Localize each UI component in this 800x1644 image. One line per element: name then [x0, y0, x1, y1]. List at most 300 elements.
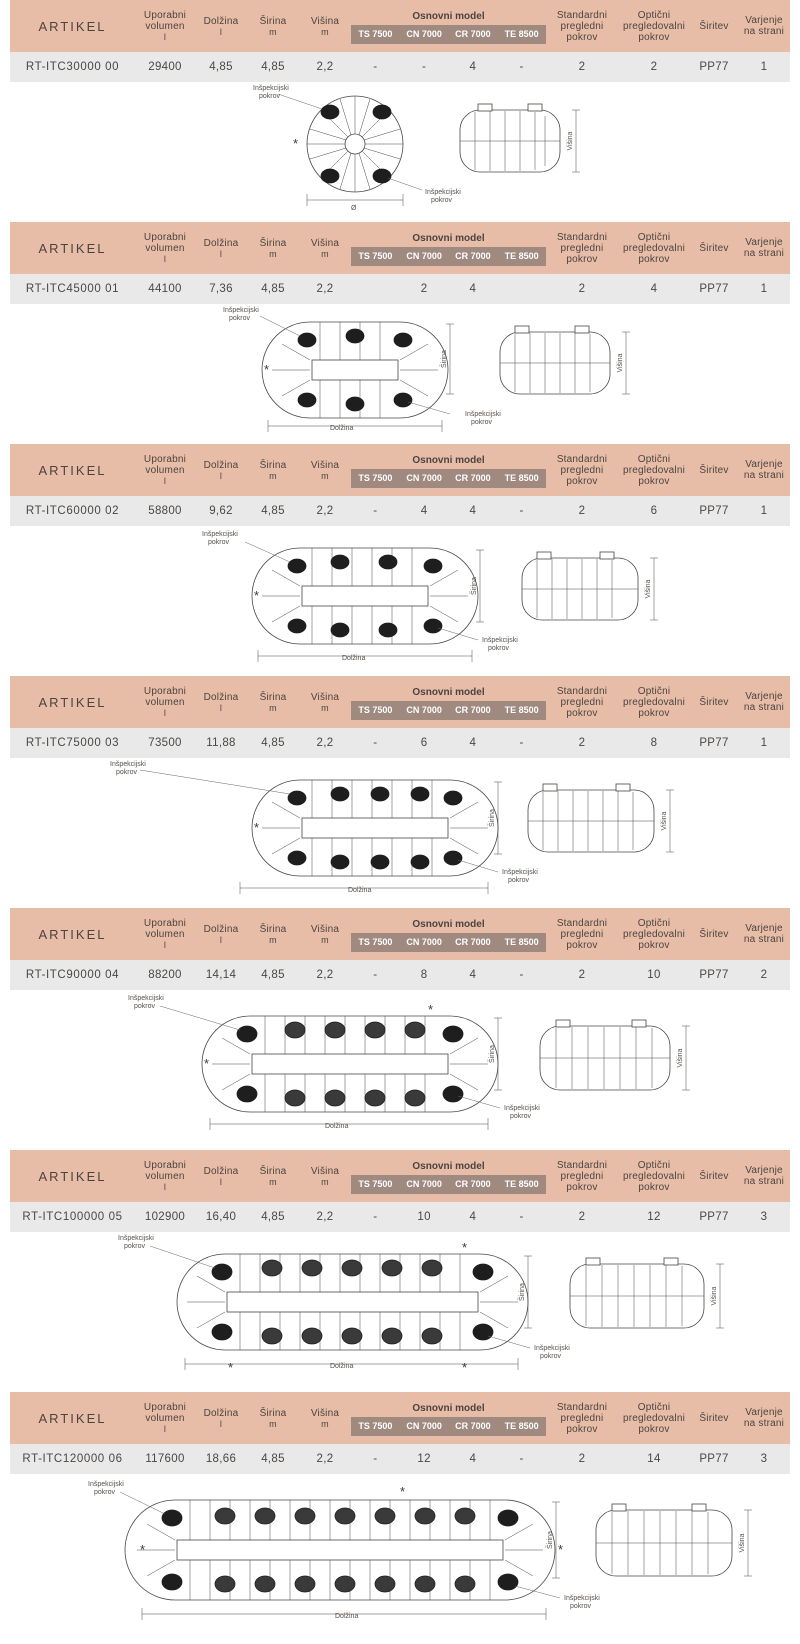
cell-volume: 58800: [148, 505, 182, 517]
cell-volume: 102900: [144, 1211, 186, 1223]
header-length-label: Dolžina: [203, 237, 239, 249]
cell-widening: PP77: [699, 1453, 729, 1465]
table-row: [10, 1202, 790, 1232]
cell-height: 2,2: [316, 283, 334, 295]
header-model-title: Osnovni model: [412, 1403, 485, 1414]
cell-model-cn7000: 4: [420, 505, 428, 517]
header-welding: Varjenje na strani: [743, 923, 785, 945]
cell-model-cr7000: 4: [469, 1211, 477, 1223]
header-model-ts7500: TS 7500: [358, 705, 393, 715]
header-model-cols: [351, 933, 546, 952]
cell-model-cr7000: 4: [469, 1453, 477, 1465]
header-height-unit: m: [321, 26, 329, 37]
cell-welding: 1: [760, 505, 768, 517]
cell-model-cn7000: -: [422, 61, 427, 73]
cell-volume: 29400: [148, 61, 182, 73]
cell-models: [351, 1444, 546, 1474]
cell-optic-cover: 6: [650, 505, 658, 517]
header-width: [247, 1150, 299, 1202]
svg-text:pokrov: pokrov: [259, 93, 281, 100]
cell-standard-cover: 2: [578, 1453, 586, 1465]
spec-table-1: [10, 222, 790, 304]
header-height-label: Višina: [310, 923, 340, 935]
cell-models: [351, 1202, 546, 1232]
cell-model-ts7500: -: [373, 1453, 378, 1465]
svg-text:Inšpekcijski: Inšpekcijski: [482, 637, 518, 644]
svg-text:Inšpekcijski: Inšpekcijski: [110, 761, 146, 768]
cell-width: 4,85: [261, 505, 285, 517]
header-model-group: [351, 1392, 546, 1444]
header-height-unit: m: [321, 1418, 329, 1429]
header-width-unit: m: [269, 1176, 277, 1187]
cell-model-ts7500: [351, 283, 400, 295]
header-model-te8500: TE 8500: [504, 705, 539, 715]
table-row: [10, 728, 790, 758]
header-width: [247, 0, 299, 52]
cell-volume: 88200: [148, 969, 182, 981]
header-volume-label: Uporabni volumen: [143, 10, 187, 32]
cell-height: 2,2: [316, 737, 334, 749]
cell-model-cn7000: 10: [417, 1211, 431, 1223]
cell-welding: 1: [760, 61, 768, 73]
figure-5: [10, 1232, 790, 1382]
spec-block-4: [0, 908, 800, 1140]
cell-model-cr7000: 4: [469, 969, 477, 981]
header-model-cn7000: CN 7000: [406, 705, 442, 715]
svg-text:Višina: Višina: [739, 1533, 746, 1553]
header-height: [299, 0, 351, 52]
cell-height: 2,2: [316, 505, 334, 517]
header-model-ts7500: TS 7500: [358, 1179, 393, 1189]
header-model-cr7000: CR 7000: [455, 1179, 491, 1189]
cell-model-te8500: -: [519, 1453, 524, 1465]
header-model-group: [351, 908, 546, 960]
header-model-cr7000: CR 7000: [455, 251, 491, 261]
svg-text:*: *: [293, 136, 299, 151]
header-length: [195, 1150, 247, 1202]
cell-standard-cover: 2: [578, 61, 586, 73]
header-length-unit: l: [219, 248, 223, 259]
cell-optic-cover: 2: [650, 61, 658, 73]
cell-model-cr7000: 4: [469, 61, 477, 73]
figure-3: [10, 758, 790, 898]
label-inspection-top: Inšpekcijski: [253, 85, 289, 92]
header-standard-cover: Standardni pregledni pokrov: [556, 9, 608, 43]
cell-length: 11,88: [206, 737, 236, 749]
svg-text:Širina: Širina: [441, 350, 448, 368]
header-volume-label: Uporabni volumen: [143, 1160, 187, 1182]
header-width-label: Širina: [259, 923, 287, 935]
figure-1: [10, 304, 790, 434]
header-model-cols: [351, 1175, 546, 1194]
header-volume-unit: l: [163, 254, 167, 264]
header-length-unit: l: [219, 934, 223, 945]
header-standard-cover: Standardni pregledni pokrov: [556, 231, 608, 265]
header-model-ts7500: TS 7500: [358, 473, 393, 483]
header-length-label: Dolžina: [203, 1407, 239, 1419]
header-model-cols: [351, 247, 546, 266]
header-length-unit: l: [219, 26, 223, 37]
header-volume-label: Uporabni volumen: [143, 1402, 187, 1424]
cell-height: 2,2: [316, 61, 334, 73]
svg-text:Dolžina: Dolžina: [335, 1613, 359, 1620]
header-height: [299, 1150, 351, 1202]
header-model-cr7000: CR 7000: [455, 1421, 491, 1431]
header-length-label: Dolžina: [203, 691, 239, 703]
cell-model-cr7000: 4: [469, 283, 477, 295]
header-volume: [135, 1150, 195, 1202]
header-height-unit: m: [321, 702, 329, 713]
cell-model-cn7000: 8: [420, 969, 428, 981]
table-header-row: [10, 1150, 790, 1202]
cell-welding: 3: [760, 1453, 768, 1465]
cell-artikel: RT-ITC120000 06: [22, 1453, 123, 1465]
header-model-title: Osnovni model: [412, 455, 485, 466]
spec-table-6: [10, 1392, 790, 1474]
cell-model-te8500: -: [519, 737, 524, 749]
cell-artikel: RT-ITC45000 01: [25, 283, 120, 295]
header-model-title: Osnovni model: [412, 687, 485, 698]
header-length-unit: l: [219, 702, 223, 713]
header-width-unit: m: [269, 26, 277, 37]
svg-text:Inšpekcijski: Inšpekcijski: [425, 189, 461, 196]
header-height: [299, 908, 351, 960]
header-length-label: Dolžina: [203, 15, 239, 27]
header-model-cols: [351, 701, 546, 720]
cell-width: 4,85: [261, 61, 285, 73]
cell-welding: 2: [760, 969, 768, 981]
svg-text:Višina: Višina: [645, 579, 652, 599]
header-height: [299, 444, 351, 496]
svg-text:pokrov: pokrov: [471, 419, 493, 426]
svg-text:pokrov: pokrov: [134, 1003, 156, 1010]
header-model-te8500: TE 8500: [504, 1421, 539, 1431]
cell-artikel: RT-ITC30000 00: [25, 61, 120, 73]
cell-standard-cover: 2: [578, 969, 586, 981]
cell-optic-cover: 4: [650, 283, 658, 295]
header-model-cn7000: CN 7000: [406, 473, 442, 483]
cell-width: 4,85: [261, 969, 285, 981]
svg-text:pokrov: pokrov: [229, 315, 251, 322]
header-volume: [135, 444, 195, 496]
cell-models: [351, 274, 546, 304]
cell-model-te8500: -: [519, 505, 524, 517]
header-optic-cover: Optični pregledovalni pokrov: [622, 9, 686, 43]
cell-model-ts7500: -: [373, 737, 378, 749]
cell-width: 4,85: [261, 283, 285, 295]
header-model-cr7000: CR 7000: [455, 705, 491, 715]
header-volume-unit: l: [163, 940, 167, 950]
header-artikel: ARTIKEL: [38, 462, 107, 478]
svg-text:Inšpekcijski: Inšpekcijski: [88, 1481, 124, 1488]
header-optic-cover: Optični pregledovalni pokrov: [622, 685, 686, 719]
header-volume: [135, 1392, 195, 1444]
cell-artikel: RT-ITC90000 04: [25, 969, 120, 981]
svg-text:Višina: Višina: [711, 1286, 718, 1306]
header-width-label: Širina: [259, 1407, 287, 1419]
header-height-label: Višina: [310, 1165, 340, 1177]
header-widening: Širitev: [699, 20, 729, 32]
cell-model-cr7000: 4: [469, 505, 477, 517]
header-height-unit: m: [321, 1176, 329, 1187]
header-width: [247, 222, 299, 274]
spec-block-5: [0, 1150, 800, 1382]
svg-text:pokrov: pokrov: [116, 769, 138, 776]
header-length: [195, 0, 247, 52]
header-model-group: [351, 0, 546, 52]
svg-text:Inšpekcijski: Inšpekcijski: [504, 1105, 540, 1112]
header-model-te8500: TE 8500: [504, 937, 539, 947]
header-model-cn7000: CN 7000: [406, 251, 442, 261]
cell-models: [351, 728, 546, 758]
header-widening: Širitev: [699, 464, 729, 476]
svg-text:pokrov: pokrov: [124, 1243, 146, 1250]
header-volume-label: Uporabni volumen: [143, 686, 187, 708]
svg-text:pokrov: pokrov: [208, 539, 230, 546]
header-model-cn7000: CN 7000: [406, 29, 442, 39]
svg-text:*: *: [228, 1360, 234, 1375]
svg-text:*: *: [140, 1542, 146, 1557]
cell-width: 4,85: [261, 1453, 285, 1465]
table-row: [10, 960, 790, 990]
cell-artikel: RT-ITC100000 05: [22, 1211, 123, 1223]
header-length: [195, 908, 247, 960]
header-height-unit: m: [321, 248, 329, 259]
header-model-ts7500: TS 7500: [358, 1421, 393, 1431]
header-height-label: Višina: [310, 15, 340, 27]
cell-model-te8500: -: [519, 1211, 524, 1223]
spec-table-5: [10, 1150, 790, 1232]
header-artikel: ARTIKEL: [38, 1410, 107, 1426]
cell-widening: PP77: [699, 969, 729, 981]
header-volume: [135, 908, 195, 960]
cell-models: [351, 960, 546, 990]
cell-width: 4,85: [261, 737, 285, 749]
header-welding: Varjenje na strani: [743, 459, 785, 481]
header-height-label: Višina: [310, 459, 340, 471]
header-standard-cover: Standardni pregledni pokrov: [556, 685, 608, 719]
cell-length: 9,62: [209, 505, 233, 517]
header-model-cols: [351, 1417, 546, 1436]
header-model-ts7500: TS 7500: [358, 29, 393, 39]
svg-text:pokrov: pokrov: [488, 645, 510, 652]
svg-text:Dolžina: Dolžina: [342, 655, 366, 662]
header-height: [299, 222, 351, 274]
svg-text:Širina: Širina: [489, 1045, 496, 1063]
header-volume-label: Uporabni volumen: [143, 918, 187, 940]
cell-model-te8500: -: [519, 61, 524, 73]
svg-text:*: *: [462, 1360, 468, 1375]
svg-text:Širina: Širina: [547, 1531, 554, 1549]
header-optic-cover: Optični pregledovalni pokrov: [622, 1401, 686, 1435]
table-header-row: [10, 222, 790, 274]
header-volume: [135, 222, 195, 274]
header-volume-unit: l: [163, 32, 167, 42]
spec-block-1: [0, 222, 800, 434]
header-model-cr7000: CR 7000: [455, 29, 491, 39]
header-welding: Varjenje na strani: [743, 237, 785, 259]
svg-text:Dolžina: Dolžina: [330, 1363, 354, 1370]
svg-text:Višina: Višina: [661, 811, 668, 831]
svg-text:*: *: [264, 362, 270, 377]
header-height: [299, 1392, 351, 1444]
svg-text:*: *: [462, 1240, 468, 1255]
cell-length: 4,85: [209, 61, 233, 73]
cell-length: 14,14: [205, 969, 237, 981]
header-length-unit: l: [219, 1418, 223, 1429]
header-model-group: [351, 444, 546, 496]
cell-widening: PP77: [699, 505, 729, 517]
header-model-cn7000: CN 7000: [406, 1421, 442, 1431]
svg-text:Višina: Višina: [567, 131, 574, 151]
header-width: [247, 444, 299, 496]
table-row: [10, 496, 790, 526]
svg-text:pokrov: pokrov: [570, 1603, 592, 1610]
cell-height: 2,2: [316, 1211, 334, 1223]
header-model-te8500: TE 8500: [504, 473, 539, 483]
svg-text:pokrov: pokrov: [94, 1489, 116, 1496]
header-volume: [135, 676, 195, 728]
cell-volume: 73500: [148, 737, 182, 749]
header-model-cr7000: CR 7000: [455, 937, 491, 947]
cell-welding: 3: [760, 1211, 768, 1223]
cell-optic-cover: 10: [647, 969, 661, 981]
svg-text:Ø: Ø: [351, 205, 357, 212]
svg-text:*: *: [254, 820, 260, 835]
svg-text:Inšpekcijski: Inšpekcijski: [465, 411, 501, 418]
header-model-group: [351, 222, 546, 274]
figure-2: [10, 526, 790, 666]
spec-block-6: [0, 1392, 800, 1634]
header-width: [247, 1392, 299, 1444]
header-widening: Širitev: [699, 1412, 729, 1424]
svg-text:Inšpekcijski: Inšpekcijski: [564, 1595, 600, 1602]
header-standard-cover: Standardni pregledni pokrov: [556, 1401, 608, 1435]
header-model-cn7000: CN 7000: [406, 1179, 442, 1189]
header-welding: Varjenje na strani: [743, 15, 785, 37]
cell-model-cn7000: 6: [420, 737, 428, 749]
cell-optic-cover: 14: [647, 1453, 661, 1465]
header-width: [247, 908, 299, 960]
spec-table-0: [10, 0, 790, 82]
header-artikel: ARTIKEL: [38, 18, 107, 34]
svg-text:*: *: [204, 1056, 210, 1071]
cell-volume: 44100: [148, 283, 182, 295]
header-model-cr7000: CR 7000: [455, 473, 491, 483]
spec-table-4: [10, 908, 790, 990]
header-width: [247, 676, 299, 728]
cell-artikel: RT-ITC60000 02: [25, 505, 120, 517]
spec-block-0: [0, 0, 800, 212]
svg-text:pokrov: pokrov: [508, 877, 530, 884]
header-model-title: Osnovni model: [412, 233, 485, 244]
header-model-te8500: TE 8500: [504, 1179, 539, 1189]
svg-text:Dolžina: Dolžina: [325, 1123, 349, 1130]
spec-block-3: [0, 676, 800, 898]
table-header-row: [10, 0, 790, 52]
header-optic-cover: Optični pregledovalni pokrov: [622, 1159, 686, 1193]
svg-text:Inšpekcijski: Inšpekcijski: [534, 1345, 570, 1352]
header-length-label: Dolžina: [203, 1165, 239, 1177]
header-volume-unit: l: [163, 708, 167, 718]
table-row: [10, 274, 790, 304]
cell-length: 18,66: [205, 1453, 237, 1465]
table-header-row: [10, 676, 790, 728]
figure-4: [10, 990, 790, 1140]
header-widening: Širitev: [699, 1170, 729, 1182]
cell-artikel: RT-ITC75000 03: [25, 737, 120, 749]
cell-optic-cover: 8: [650, 737, 658, 749]
header-width-label: Širina: [259, 459, 287, 471]
header-model-cn7000: CN 7000: [406, 937, 442, 947]
header-width-label: Širina: [259, 691, 287, 703]
svg-text:*: *: [400, 1484, 406, 1499]
header-model-te8500: TE 8500: [504, 251, 539, 261]
header-length: [195, 676, 247, 728]
svg-text:pokrov: pokrov: [510, 1113, 532, 1120]
cell-welding: 1: [760, 737, 768, 749]
header-length-unit: l: [219, 1176, 223, 1187]
cell-model-cn7000: 12: [417, 1453, 431, 1465]
cell-length: 16,40: [205, 1211, 237, 1223]
cell-model-ts7500: -: [373, 969, 378, 981]
header-height-label: Višina: [310, 1407, 340, 1419]
header-model-title: Osnovni model: [412, 1161, 485, 1172]
cell-model-te8500: -: [519, 969, 524, 981]
header-volume-unit: l: [163, 1424, 167, 1434]
table-header-row: [10, 1392, 790, 1444]
svg-text:Dolžina: Dolžina: [348, 887, 372, 894]
header-optic-cover: Optični pregledovalni pokrov: [622, 453, 686, 487]
header-model-title: Osnovni model: [412, 919, 485, 930]
svg-text:Širina: Širina: [489, 809, 496, 827]
header-width-label: Širina: [259, 15, 287, 27]
table-row: [10, 52, 790, 82]
svg-text:Dolžina: Dolžina: [330, 425, 354, 432]
cell-model-ts7500: -: [373, 61, 378, 73]
header-optic-cover: Optični pregledovalni pokrov: [622, 917, 686, 951]
header-volume-label: Uporabni volumen: [143, 232, 187, 254]
svg-text:Širina: Širina: [519, 1283, 526, 1301]
table-row: [10, 1444, 790, 1474]
svg-text:Inšpekcijski: Inšpekcijski: [502, 869, 538, 876]
table-header-row: [10, 444, 790, 496]
svg-text:*: *: [254, 588, 260, 603]
cell-standard-cover: 2: [578, 283, 586, 295]
svg-text:Višina: Višina: [617, 353, 624, 373]
svg-text:pokrov: pokrov: [540, 1353, 562, 1360]
header-length: [195, 222, 247, 274]
header-widening: Širitev: [699, 696, 729, 708]
header-volume-label: Uporabni volumen: [143, 454, 187, 476]
cell-height: 2,2: [316, 969, 334, 981]
header-length: [195, 1392, 247, 1444]
svg-text:pokrov: pokrov: [431, 197, 453, 204]
header-welding: Varjenje na strani: [743, 1165, 785, 1187]
spec-table-2: [10, 444, 790, 526]
cell-length: 7,36: [209, 283, 233, 295]
header-model-te8500: TE 8500: [504, 29, 539, 39]
header-height: [299, 676, 351, 728]
cell-volume: 117600: [145, 1453, 185, 1465]
header-height-label: Višina: [310, 237, 340, 249]
header-artikel: ARTIKEL: [38, 926, 107, 942]
cell-model-te8500: [497, 283, 546, 295]
svg-text:Širina: Širina: [471, 577, 478, 595]
svg-text:Višina: Višina: [677, 1048, 684, 1068]
cell-widening: PP77: [699, 737, 729, 749]
cell-model-ts7500: -: [373, 1211, 378, 1223]
